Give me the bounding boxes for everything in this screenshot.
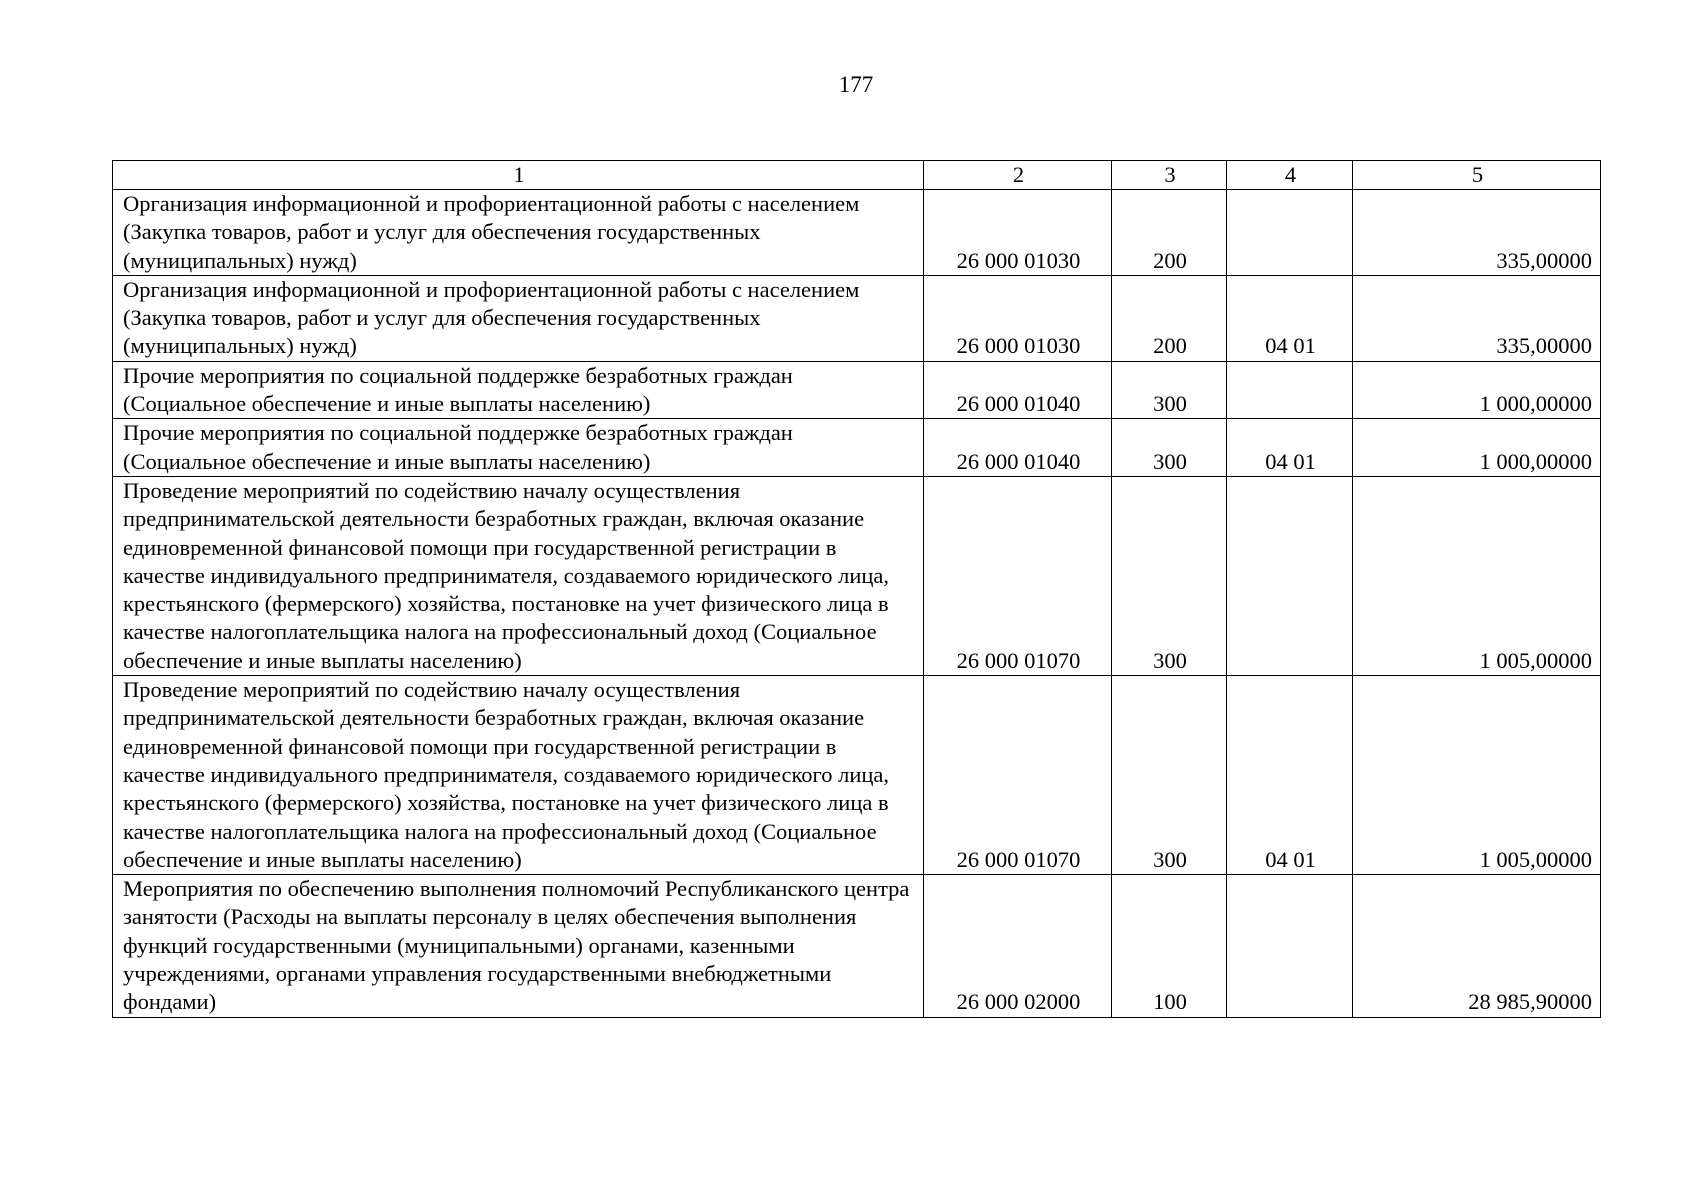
row-code: 26 000 01030: [924, 190, 1112, 276]
row-name: Организация информационной и профориентационной работы с населением (Закупка товаров, работ и услуг для обеспечения государственных (муниципальных) нужд): [113, 190, 924, 276]
row-section: [1227, 361, 1353, 419]
table-row: [113, 275, 1601, 361]
row-type: 100: [1112, 875, 1227, 1017]
row-amount: 1 000,00000: [1353, 361, 1601, 419]
row-section: 04 01: [1227, 275, 1353, 361]
row-amount: 1 005,00000: [1353, 676, 1601, 875]
row-type: 300: [1112, 476, 1227, 675]
table-row: [113, 419, 1601, 477]
row-amount: 335,00000: [1353, 275, 1601, 361]
column-header-5: 5: [1353, 161, 1601, 190]
row-name: Проведение мероприятий по содействию началу осуществления предпринимательской деятельности безработных граждан, включая оказание единовременной финансовой помощи при государственной регистрации в качестве индивидуального предпринимателя, создаваемого юридического лица, крестьянского (фермерского) хозяйства, постановке на учет физического лица в качестве налогоплательщика налога на профессиональный доход (Социальное обеспечение и иные выплаты населению): [113, 476, 924, 675]
budget-table: [112, 160, 1601, 1018]
column-header-1: 1: [113, 161, 924, 190]
row-type: 200: [1112, 275, 1227, 361]
table-row: [113, 190, 1601, 276]
row-section: [1227, 476, 1353, 675]
table-row: [113, 875, 1601, 1017]
row-code: 26 000 02000: [924, 875, 1112, 1017]
table-header-row: [113, 161, 1601, 190]
row-name: Прочие мероприятия по социальной поддержке безработных граждан (Социальное обеспечение и иные выплаты населению): [113, 419, 924, 477]
row-name: Прочие мероприятия по социальной поддержке безработных граждан (Социальное обеспечение и иные выплаты населению): [113, 361, 924, 419]
row-type: 300: [1112, 361, 1227, 419]
row-amount: 1 005,00000: [1353, 476, 1601, 675]
table-row: [113, 676, 1601, 875]
column-header-4: 4: [1227, 161, 1353, 190]
row-amount: 28 985,90000: [1353, 875, 1601, 1017]
row-section: 04 01: [1227, 419, 1353, 477]
row-section: [1227, 190, 1353, 276]
row-type: 200: [1112, 190, 1227, 276]
row-type: 300: [1112, 676, 1227, 875]
column-header-2: 2: [924, 161, 1112, 190]
row-code: 26 000 01040: [924, 361, 1112, 419]
row-section: [1227, 875, 1353, 1017]
row-code: 26 000 01030: [924, 275, 1112, 361]
table-row: [113, 476, 1601, 675]
row-code: 26 000 01040: [924, 419, 1112, 477]
row-type: 300: [1112, 419, 1227, 477]
row-code: 26 000 01070: [924, 476, 1112, 675]
row-section: 04 01: [1227, 676, 1353, 875]
table-row: [113, 361, 1601, 419]
row-code: 26 000 01070: [924, 676, 1112, 875]
row-amount: 335,00000: [1353, 190, 1601, 276]
column-header-3: 3: [1112, 161, 1227, 190]
page-number: 177: [838, 72, 874, 97]
row-name: Организация информационной и профориентационной работы с населением (Закупка товаров, работ и услуг для обеспечения государственных (муниципальных) нужд): [113, 275, 924, 361]
row-amount: 1 000,00000: [1353, 419, 1601, 477]
row-name: Проведение мероприятий по содействию началу осуществления предпринимательской деятельности безработных граждан, включая оказание единовременной финансовой помощи при государственной регистрации в качестве индивидуального предпринимателя, создаваемого юридического лица, крестьянского (фермерского) хозяйства, постановке на учет физического лица в качестве налогоплательщика налога на профессиональный доход (Социальное обеспечение и иные выплаты населению): [113, 676, 924, 875]
row-name: Мероприятия по обеспечению выполнения полномочий Республиканского центра занятости (Расходы на выплаты персоналу в целях обеспечения выполнения функций государственными (муниципальными) органами, казенными учреждениями, органами управления государственными внебюджетными фондами): [113, 875, 924, 1017]
